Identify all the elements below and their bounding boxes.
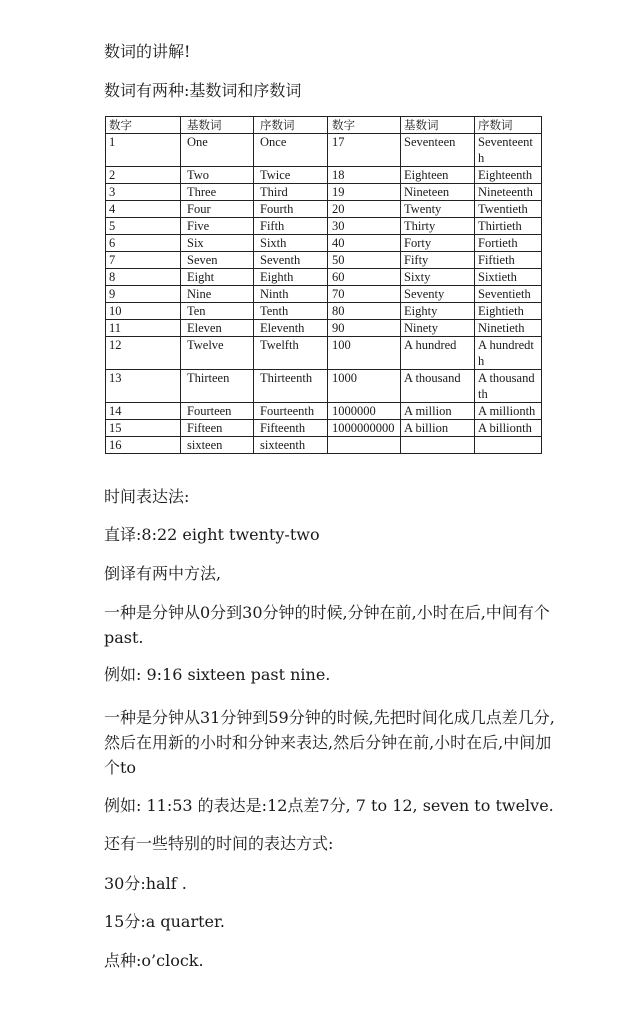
cell-ordinal-2: Ninetieth — [475, 320, 542, 337]
cell-number: 9 — [106, 286, 181, 303]
cell-number: 2 — [106, 167, 181, 184]
cell-ordinal-2: A billionth — [475, 420, 542, 437]
cell-number-2: 20 — [328, 201, 401, 218]
table-row — [106, 420, 542, 437]
cell-ordinal-2: Thirtieth — [475, 218, 542, 235]
cell-number-2: 1000 — [328, 370, 401, 403]
cell-number-2: 50 — [328, 252, 401, 269]
table-row — [106, 201, 542, 218]
cell-cardinal: Two — [181, 167, 254, 184]
cell-number: 15 — [106, 420, 181, 437]
cell-ordinal-2: Eightieth — [475, 303, 542, 320]
cell-cardinal-2: Thirty — [401, 218, 475, 235]
cell-number: 6 — [106, 235, 181, 252]
header-number-2: 数字 — [328, 117, 401, 134]
example-one: 例如: 9:16 sixteen past nine. — [104, 665, 331, 684]
cell-number-2: 90 — [328, 320, 401, 337]
cell-number: 7 — [106, 252, 181, 269]
table-row — [106, 337, 542, 370]
table-row — [106, 403, 542, 420]
cell-cardinal: Twelve — [181, 337, 254, 370]
cell-number: 10 — [106, 303, 181, 320]
cell-number: 5 — [106, 218, 181, 235]
header-ordinal: 序数词 — [254, 117, 328, 134]
cell-ordinal-2: Seventeenth — [475, 134, 542, 167]
cell-number: 1 — [106, 134, 181, 167]
cell-cardinal-2: Eighty — [401, 303, 475, 320]
cell-cardinal-2: Seventeen — [401, 134, 475, 167]
cell-number: 8 — [106, 269, 181, 286]
header-cardinal: 基数词 — [181, 117, 254, 134]
table-row — [106, 320, 542, 337]
cell-number-2: 100 — [328, 337, 401, 370]
cell-cardinal: Eleven — [181, 320, 254, 337]
cell-number-2: 70 — [328, 286, 401, 303]
cell-number: 4 — [106, 201, 181, 218]
cell-cardinal: Seven — [181, 252, 254, 269]
header-ordinal-2: 序数词 — [475, 117, 542, 134]
method-one: 一种是分钟从0分到30分钟的时候,分钟在前,小时在后,中间有个past. — [104, 603, 550, 647]
cell-cardinal: One — [181, 134, 254, 167]
cell-ordinal: Once — [254, 134, 328, 167]
cell-ordinal-2: A millionth — [475, 403, 542, 420]
cell-cardinal: Thirteen — [181, 370, 254, 403]
special-oclock: 点种:o’clock. — [104, 951, 204, 970]
cell-ordinal: Fifteenth — [254, 420, 328, 437]
document-title: 数词的讲解! — [104, 42, 191, 61]
cell-cardinal-2: Sixty — [401, 269, 475, 286]
table-row — [106, 184, 542, 201]
cell-cardinal: sixteen — [181, 437, 254, 454]
cell-ordinal: Eighth — [254, 269, 328, 286]
cell-ordinal: Third — [254, 184, 328, 201]
cell-ordinal: Twice — [254, 167, 328, 184]
cell-number-2: 40 — [328, 235, 401, 252]
cell-cardinal-2: A thousand — [401, 370, 475, 403]
cell-cardinal: Five — [181, 218, 254, 235]
table-header-row — [106, 117, 542, 134]
cell-cardinal-2: Seventy — [401, 286, 475, 303]
inverse-intro: 倒译有两中方法, — [104, 564, 222, 583]
cell-cardinal: Ten — [181, 303, 254, 320]
example-two: 例如: 11:53 的表达是:12点差7分, 7 to 12, seven to twelve. — [104, 796, 554, 815]
special-heading: 还有一些特别的时间的表达方式: — [104, 834, 334, 853]
cell-number-2: 30 — [328, 218, 401, 235]
cell-cardinal-2: Nineteen — [401, 184, 475, 201]
cell-cardinal: Four — [181, 201, 254, 218]
table-row — [106, 269, 542, 286]
cell-ordinal: Thirteenth — [254, 370, 328, 403]
cell-ordinal: Eleventh — [254, 320, 328, 337]
cell-cardinal-2: Forty — [401, 235, 475, 252]
cell-ordinal-2: A hundredth — [475, 337, 542, 370]
header-cardinal-2: 基数词 — [401, 117, 475, 134]
cell-cardinal-2: Ninety — [401, 320, 475, 337]
cell-ordinal-2: Eighteenth — [475, 167, 542, 184]
cell-ordinal: Fourth — [254, 201, 328, 218]
cell-cardinal: Eight — [181, 269, 254, 286]
cell-cardinal: Three — [181, 184, 254, 201]
cell-ordinal-2: Twentieth — [475, 201, 542, 218]
header-number: 数字 — [106, 117, 181, 134]
table-row — [106, 286, 542, 303]
number-words-table — [105, 116, 542, 454]
cell-number: 11 — [106, 320, 181, 337]
table-row — [106, 303, 542, 320]
cell-ordinal: Ninth — [254, 286, 328, 303]
cell-cardinal-2: A hundred — [401, 337, 475, 370]
cell-number: 16 — [106, 437, 181, 454]
direct-reading: 直译:8:22 eight twenty-two — [104, 525, 320, 544]
cell-ordinal: Twelfth — [254, 337, 328, 370]
cell-cardinal-2: A billion — [401, 420, 475, 437]
table-row — [106, 437, 542, 454]
cell-ordinal-2: Sixtieth — [475, 269, 542, 286]
cell-number-2: 1000000 — [328, 403, 401, 420]
cell-cardinal-2: Fifty — [401, 252, 475, 269]
cell-cardinal-2 — [401, 437, 475, 454]
cell-cardinal-2: Eighteen — [401, 167, 475, 184]
cell-number-2: 80 — [328, 303, 401, 320]
cell-ordinal-2: Seventieth — [475, 286, 542, 303]
cell-cardinal: Six — [181, 235, 254, 252]
method-two: 一种是分钟从31分钟到59分钟的时候,先把时间化成几点差几分,然后在用新的小时和分钟来表达,然后分钟在前,小时在后,中间加个to — [104, 708, 555, 777]
cell-ordinal: Seventh — [254, 252, 328, 269]
special-half: 30分:half . — [104, 874, 187, 893]
cell-ordinal-2: Fiftieth — [475, 252, 542, 269]
cell-ordinal-2 — [475, 437, 542, 454]
cell-number-2: 17 — [328, 134, 401, 167]
cell-ordinal: Sixth — [254, 235, 328, 252]
cell-number-2: 19 — [328, 184, 401, 201]
cell-cardinal: Fourteen — [181, 403, 254, 420]
cell-ordinal: Tenth — [254, 303, 328, 320]
table-row — [106, 235, 542, 252]
table-row — [106, 167, 542, 184]
cell-cardinal-2: A million — [401, 403, 475, 420]
cell-ordinal-2: Fortieth — [475, 235, 542, 252]
document-subtitle: 数词有两种:基数词和序数词 — [104, 81, 302, 100]
cell-number: 3 — [106, 184, 181, 201]
cell-ordinal-2: A thousandth — [475, 370, 542, 403]
cell-ordinal: Fourteenth — [254, 403, 328, 420]
cell-cardinal: Fifteen — [181, 420, 254, 437]
cell-number-2: 60 — [328, 269, 401, 286]
table-row — [106, 252, 542, 269]
cell-number: 12 — [106, 337, 181, 370]
cell-number-2: 1000000000 — [328, 420, 401, 437]
special-quarter: 15分:a quarter. — [104, 912, 225, 931]
cell-cardinal: Nine — [181, 286, 254, 303]
cell-number: 13 — [106, 370, 181, 403]
table-row — [106, 134, 542, 167]
cell-cardinal-2: Twenty — [401, 201, 475, 218]
time-heading: 时间表达法: — [104, 487, 190, 506]
table-row — [106, 370, 542, 403]
table-row — [106, 218, 542, 235]
cell-number: 14 — [106, 403, 181, 420]
cell-number-2 — [328, 437, 401, 454]
cell-ordinal: sixteenth — [254, 437, 328, 454]
cell-number-2: 18 — [328, 167, 401, 184]
cell-ordinal-2: Nineteenth — [475, 184, 542, 201]
cell-ordinal: Fifth — [254, 218, 328, 235]
